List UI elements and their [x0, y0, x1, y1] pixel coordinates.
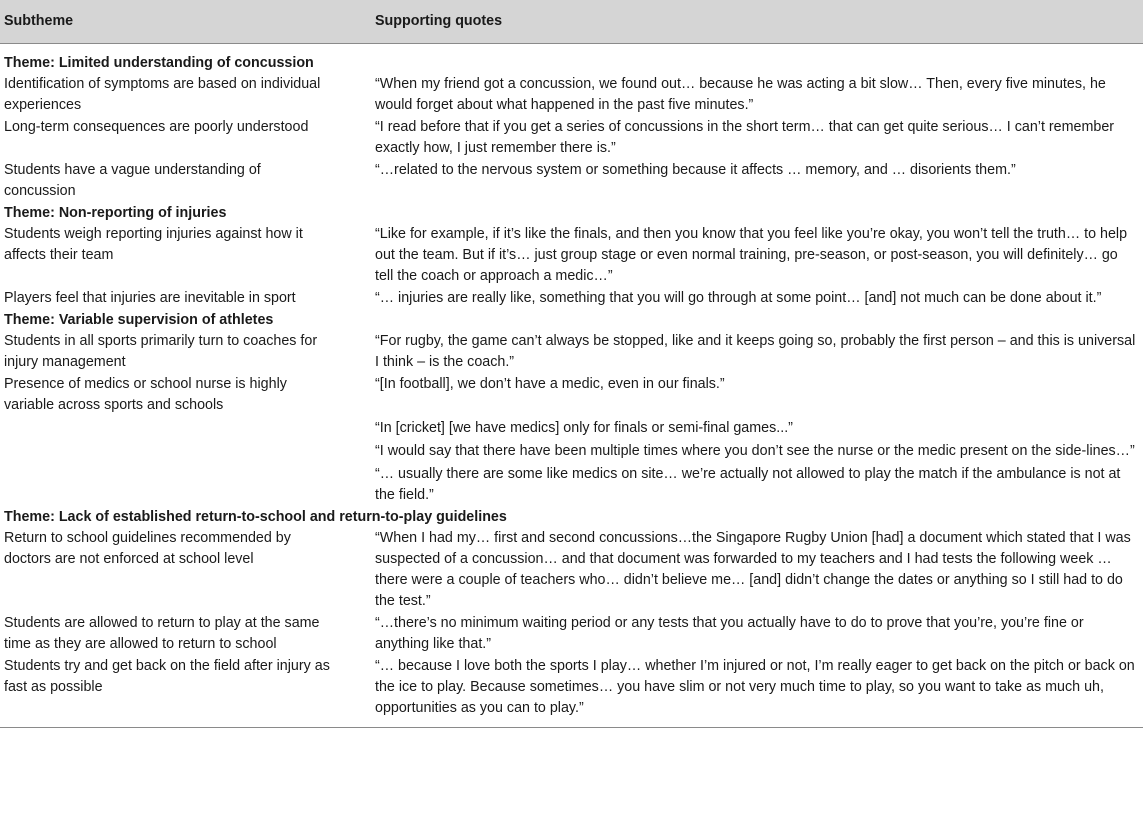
quote-cell: “When my friend got a concussion, we found out… because he was acting a bit slow… Then, every five minutes, he would forget about what happened in the past five minutes.”	[375, 76, 1106, 113]
quote-cell: “… injuries are really like, something that you will go through at some point… [and] not much can be done about it.”	[375, 290, 1102, 306]
quote-cell: “Like for example, if it’s like the finals, and then you know that you feel like you’re okay, you won’t tell the truth… to help out the team. But if it’s… just group stage or even normal training, pre-season, or post-season, you will definitely… go tell the coach or approach a medic…”	[375, 226, 1128, 284]
subtheme-cell: Long-term consequences are poorly understood	[4, 119, 309, 135]
quote-cell: “I would say that there have been multiple times where you don’t see the nurse or the medic present on the side-lines…”	[375, 443, 1135, 459]
theme-title: Theme: Limited understanding of concussion	[4, 55, 314, 71]
quote-cell: “When I had my… first and second concussions…the Singapore Rugby Union [had] a document which stated that I was suspected of a concussion… and that document was forwarded to my teachers and I had tests the following week … there were a couple of teachers who… didn’t believe me… [and] didn’t change the dates or anything so I still had to do the test.”	[375, 530, 1131, 609]
quote-cell: “[In football], we don’t have a medic, even in our finals.”	[375, 376, 725, 392]
quote-cell: “… because I love both the sports I play… whether I’m injured or not, I’m really eager to get back on the pitch or back on the ice to play. Because sometimes… you have slim or not very much time to play, so you want to take as much uh, opportunities as you can to play.”	[370, 656, 1143, 728]
subtheme-cell: Students in all sports primarily turn to coaches for injury management	[4, 333, 318, 370]
subtheme-cell-empty	[0, 463, 370, 507]
table-row	[0, 440, 1143, 463]
subtheme-cell: Return to school guidelines recommended by doctors are not enforced at school level	[4, 530, 291, 567]
subtheme-cell-empty	[0, 440, 370, 463]
table-row	[0, 656, 1143, 728]
subtheme-cell: Players feel that injuries are inevitable in sport	[4, 290, 296, 306]
table-row	[0, 117, 1143, 160]
subtheme-cell: Identification of symptoms are based on individual experiences	[4, 76, 321, 113]
table-row	[0, 374, 1143, 417]
quote-cell: “I read before that if you get a series of concussions in the short term… that can get quite serious… I can’t remember exactly how, I just remember there is.”	[375, 119, 1115, 156]
quote-cell: “In [cricket] [we have medics] only for finals or semi-final games...”	[375, 420, 793, 436]
theme-title: Theme: Non-reporting of injuries	[4, 205, 227, 221]
quote-cell: “For rugby, the game can’t always be stopped, like and it keeps going so, probably the first person – and this is universal I think – is the coach.”	[375, 333, 1136, 370]
table-row	[0, 417, 1143, 440]
subtheme-column-header: Subtheme	[0, 0, 370, 44]
subtheme-cell-empty	[0, 417, 370, 440]
theme-title: Theme: Variable supervision of athletes	[4, 312, 274, 328]
theme-row	[0, 203, 1143, 224]
table-row	[0, 224, 1143, 288]
quote-cell: “…related to the nervous system or something because it affects … memory, and … disorients them.”	[375, 162, 1016, 178]
theme-row	[0, 507, 1143, 528]
table-row	[0, 463, 1143, 507]
theme-row	[0, 310, 1143, 331]
theme-title: Theme: Lack of established return-to-school and return-to-play guidelines	[4, 509, 507, 525]
table-row	[0, 288, 1143, 310]
table-row	[0, 528, 1143, 613]
subtheme-cell: Students have a vague understanding of concussion	[4, 162, 261, 199]
subtheme-cell: Presence of medics or school nurse is highly variable across sports and schools	[4, 376, 287, 413]
table-row	[0, 160, 1143, 203]
theme-row	[0, 44, 1143, 75]
table-row	[0, 613, 1143, 656]
table-row	[0, 74, 1143, 117]
table-row	[0, 331, 1143, 374]
subtheme-cell: Students weigh reporting injuries against how it affects their team	[4, 226, 303, 263]
quote-cell: “…there’s no minimum waiting period or any tests that you actually have to do to prove that you’re, you’re fine or anything like that.”	[375, 615, 1084, 652]
quotes-column-header: Supporting quotes	[370, 0, 1143, 44]
table-header-row	[0, 0, 1143, 44]
subtheme-cell: Students are allowed to return to play at the same time as they are allowed to return to school	[4, 615, 320, 652]
subtheme-cell: Students try and get back on the field after injury as fast as possible	[0, 656, 370, 728]
quote-cell: “… usually there are some like medics on site… we’re actually not allowed to play the match if the ambulance is not at the field.”	[375, 466, 1121, 503]
